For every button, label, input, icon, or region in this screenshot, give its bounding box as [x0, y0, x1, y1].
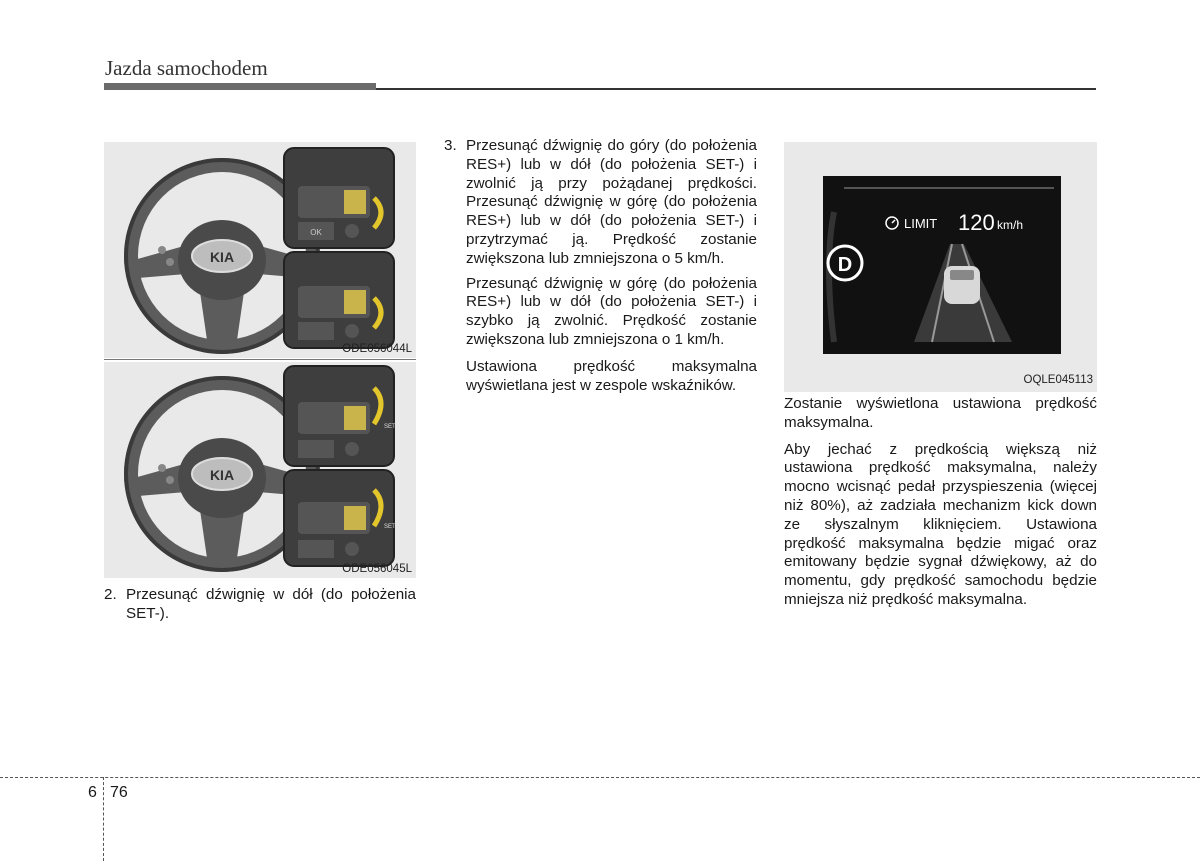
paragraph: Aby jechać z prędkością większą niż ustawiona prędkość maksymalna, należy mocno wcisnąć pedał przyspieszenia (więcej niż 80%), aż zadziała mechanizm kick down ze słyszalnym kliknięciem. Ustawiona prędkość maksymalna będzie migać oraz emitowany będzie sygnał dźwiękowy, aż do momentu, gdy prędkość samochodu będzie mniejsza niż prędkość maksymalna. [784, 440, 1097, 608]
right-column-text [784, 395, 1097, 618]
step-number: 3. [444, 137, 457, 154]
paragraph: Przesunąć dźwignię w górę (do położenia RES+) lub w dół (do położenia SET-) i szybko ją zwolnić. Prędkość zostanie zwiększona lub zmniejszona o 1 km/h. [466, 274, 757, 348]
gear-indicator: D [837, 254, 853, 276]
limit-speed: 120 [958, 210, 995, 235]
page-number: 76 [110, 784, 128, 801]
steering-wheel-figure-top [104, 142, 416, 358]
figure-code: OQLE045113 [1023, 374, 1093, 386]
step-2 [104, 586, 416, 624]
cluster-display-figure [784, 142, 1097, 392]
middle-column-text [444, 137, 757, 403]
page-header-title: Jazda samochodem [105, 56, 268, 80]
left-column-text [104, 586, 416, 624]
steering-wheel-illustration [104, 362, 416, 578]
limit-label: LIMIT [904, 216, 938, 231]
figure-code: ODE056044L [342, 343, 412, 355]
kia-badge-text: KIA [209, 249, 235, 265]
figure-code: ODE056045L [342, 563, 412, 575]
limit-unit: km/h [997, 218, 1024, 232]
figure-divider [104, 359, 416, 360]
header-rule-thin [376, 88, 1096, 90]
paragraph: Zostanie wyświetlona ustawiona prędkość maksymalna. [784, 395, 1097, 431]
paragraph: Ustawiona prędkość maksymalna wyświetlana jest w zespole wskaźników. [466, 357, 757, 394]
svg-text:SET: SET [384, 424, 396, 430]
step-text: Przesunąć dźwignię do góry (do położenia RES+) lub w dół (do położenia SET-) i zwolnić ją przy pożądanej prędkości. Przesunąć dźwignię w górę (do położenia RES+) lub w dół (do położenia SET-) i przytrzymać ją. Prędkość zostanie zwiększona lub zmniejszona o 5 km/h. [466, 137, 757, 267]
svg-text:OK: OK [310, 228, 322, 237]
kia-badge-text: KIA [209, 467, 235, 483]
step-3 [444, 137, 757, 269]
steering-wheel-figure-bottom [104, 362, 416, 578]
footer-vertical-rule [103, 777, 104, 861]
cluster-display-illustration [784, 142, 1097, 392]
steering-wheel-illustration [104, 142, 416, 358]
header-rule-thick [104, 83, 376, 90]
step-text: Przesunąć dźwignię w dół (do położenia SET-). [126, 586, 416, 622]
chapter-number: 6 [88, 784, 97, 801]
footer-rule [0, 777, 1200, 778]
svg-text:SET: SET [384, 524, 396, 530]
step-number: 2. [104, 586, 117, 603]
